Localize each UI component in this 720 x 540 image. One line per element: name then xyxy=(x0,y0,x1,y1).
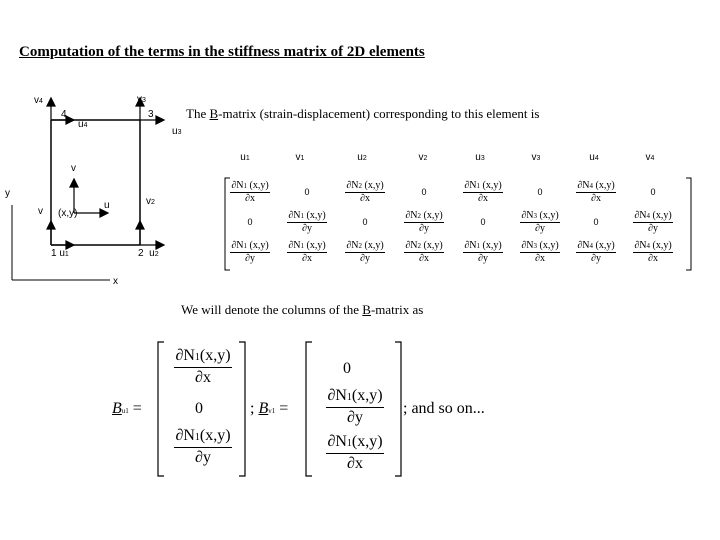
v-small-label: v xyxy=(38,206,43,217)
matrix-cell: $\frac{\partial N2 (x,y)}{\partial x}$ xyxy=(346,180,384,204)
matrix-cell: $\frac{\partial N4 (x,y)}{\partial y}$ xyxy=(577,240,615,264)
u-label: u xyxy=(104,200,110,211)
matrix-column-header: v2 xyxy=(418,152,428,163)
matrix-cell: 0 xyxy=(421,187,427,197)
matrix-cell: $\frac{\partial N4 (x,y)}{\partial x}$ xyxy=(634,240,672,264)
node-1-label: 1 u1 xyxy=(51,248,69,259)
bu1-lhs: Bu1 = xyxy=(112,400,142,417)
matrix-cell: $\frac{\partial N3 (x,y)}{\partial x}$ xyxy=(521,240,559,264)
bv1-lhs: ; Bv1 = xyxy=(250,400,289,417)
matrix-cell: $\frac{\partial N1 (x,y)}{\partial x}$ xyxy=(288,240,326,264)
matrix-cell: $\frac{\partial N2 (x,y)}{\partial y}$ xyxy=(405,210,443,234)
x-axis-label: x xyxy=(113,276,118,287)
matrix-column-header: v1 xyxy=(295,152,305,163)
u3-label: u3 xyxy=(172,126,182,137)
matrix-column-header: v4 xyxy=(645,152,655,163)
bv1-row1: 0 xyxy=(343,360,351,377)
matrix-cell: 0 xyxy=(537,187,543,197)
node-2-label: 2 u2 xyxy=(138,248,159,259)
matrix-cell: 0 xyxy=(593,217,599,227)
matrix-column-header: u4 xyxy=(589,152,599,163)
bv1-row3: $\frac{\partial N1(x,y)}{\partial x}$ xyxy=(327,433,383,472)
matrix-cell: 0 xyxy=(480,217,486,227)
v2-label: v2 xyxy=(146,196,155,207)
bu1-row2: 0 xyxy=(195,400,203,417)
matrix-cell: $\frac{\partial N2 (x,y)}{\partial y}$ xyxy=(346,240,384,264)
v3-label: v3 xyxy=(137,94,146,105)
matrix-cell: $\frac{\partial N1 (x,y)}{\partial x}$ xyxy=(464,180,502,204)
v4-label: v4 xyxy=(34,95,43,106)
matrix-column-header: u3 xyxy=(475,152,485,163)
matrix-cell: $\frac{\partial N1 (x,y)}{\partial y}$ xyxy=(231,240,269,264)
matrix-column-header: u2 xyxy=(357,152,367,163)
node-3-label: 3 xyxy=(148,109,154,120)
y-axis-label: y xyxy=(5,188,10,199)
b-matrix-intro: The B-matrix (strain-displacement) corresponding to this element is xyxy=(186,106,540,121)
matrix-cell: $\frac{\partial N4 (x,y)}{\partial y}$ xyxy=(634,210,672,234)
bu1-row1: $\frac{\partial N1(x,y)}{\partial x}$ xyxy=(175,347,231,386)
bu1-row3: $\frac{\partial N1(x,y)}{\partial y}$ xyxy=(175,427,231,466)
and-so-on: ; and so on... xyxy=(403,400,485,417)
matrix-column-header: u1 xyxy=(240,152,250,163)
matrix-cell: 0 xyxy=(304,187,310,197)
point-label: (x,y) xyxy=(58,208,78,219)
matrix-column-header: v3 xyxy=(531,152,541,163)
matrix-cell: $\frac{\partial N3 (x,y)}{\partial y}$ xyxy=(521,210,559,234)
node-4-label: 4 xyxy=(61,109,67,120)
matrix-cell: $\frac{\partial N1 (x,y)}{\partial y}$ xyxy=(464,240,502,264)
matrix-cell: 0 xyxy=(247,217,253,227)
matrix-cell: $\frac{\partial N1 (x,y)}{\partial y}$ xyxy=(288,210,326,234)
page-title: Computation of the terms in the stiffness matrix of 2D elements xyxy=(19,44,425,60)
matrix-cell: 0 xyxy=(650,187,656,197)
bv1-row2: $\frac{\partial N1(x,y)}{\partial y}$ xyxy=(327,387,383,426)
element-diagram xyxy=(0,0,190,300)
u4-label: u4 xyxy=(78,119,88,130)
v-label: v xyxy=(71,163,76,174)
matrix-cell: $\frac{\partial N2 (x,y)}{\partial x}$ xyxy=(405,240,443,264)
matrix-cell: $\frac{\partial N4 (x,y)}{\partial x}$ xyxy=(577,180,615,204)
matrix-cell: 0 xyxy=(362,217,368,227)
matrix-cell: $\frac{\partial N1 (x,y)}{\partial x}$ xyxy=(231,180,269,204)
columns-intro: We will denote the columns of the B-matrix as xyxy=(181,302,424,317)
